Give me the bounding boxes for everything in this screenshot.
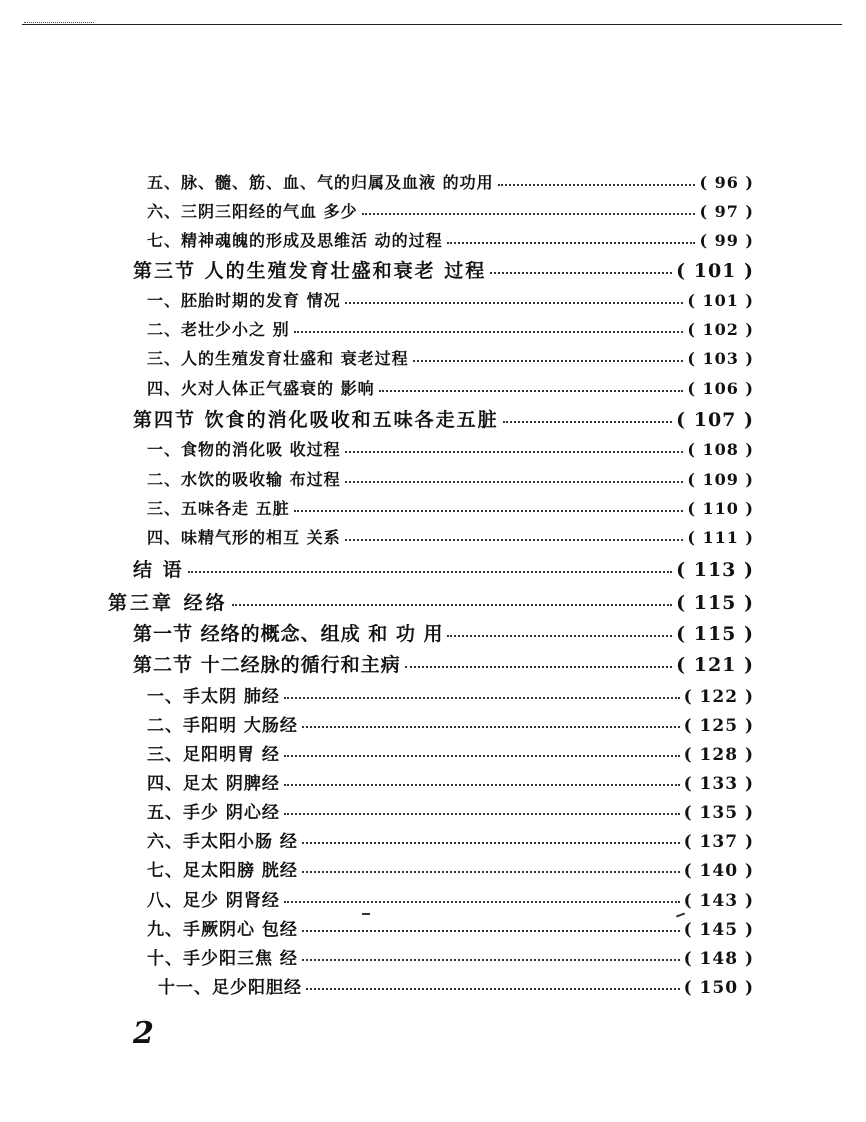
toc-entry <box>147 376 754 399</box>
dot-leader <box>379 390 684 392</box>
dot-leader <box>302 871 680 873</box>
toc-entry-page: ( 103 ) <box>687 349 754 368</box>
dot-leader <box>232 604 673 606</box>
toc-entry <box>147 525 754 548</box>
toc-chapter-heading <box>108 588 754 615</box>
toc-entry <box>147 467 754 490</box>
toc-entry <box>147 288 754 311</box>
toc-entry <box>147 856 754 881</box>
toc-entry <box>147 944 754 969</box>
toc-entry-label: 十一、足少阳胆经 <box>158 978 302 998</box>
toc-entry-page: ( 108 ) <box>687 440 754 459</box>
toc-entry <box>147 170 754 193</box>
toc-entry <box>147 886 754 911</box>
toc-entry-label: 三、人的生殖发育壮盛和 衰老过程 <box>147 349 409 368</box>
toc-entry-page: ( 110 ) <box>687 499 754 518</box>
toc-entry-label: 第三节 人的生殖发育壮盛和衰老 过程 <box>133 260 487 282</box>
dot-leader <box>302 842 680 844</box>
dot-leader <box>188 571 673 573</box>
dot-leader <box>294 510 684 512</box>
dot-leader <box>345 481 684 483</box>
toc-entry-label: 六、三阴三阳经的气血 多少 <box>147 202 358 221</box>
dot-leader <box>302 726 680 728</box>
toc-entry <box>147 317 754 340</box>
dot-leader <box>498 184 696 186</box>
toc-entry-label: 二、水饮的吸收输 布过程 <box>147 470 341 489</box>
page-number: 2 <box>133 1016 154 1051</box>
toc-entry-page: ( 133 ) <box>683 774 754 794</box>
toc-entry-page: ( 140 ) <box>683 861 754 881</box>
toc-entry-page: ( 135 ) <box>683 803 754 823</box>
toc-entry-page: ( 128 ) <box>683 745 754 765</box>
toc-entry-label: 九、手厥阴心 包经 <box>147 920 298 940</box>
toc-entry <box>147 740 754 765</box>
toc-entry <box>147 915 754 940</box>
toc-entry-page: ( 113 ) <box>676 559 754 581</box>
toc-entry <box>147 827 754 852</box>
toc-entry-page: ( 107 ) <box>676 409 754 431</box>
toc-entry-page: ( 137 ) <box>683 832 754 852</box>
toc-entry-label: 三、五味各走 五脏 <box>147 499 290 518</box>
toc-entry-label: 结 语 <box>133 559 184 581</box>
toc-section-heading <box>133 256 754 283</box>
dot-leader <box>345 539 684 541</box>
toc-entry <box>147 769 754 794</box>
dot-leader <box>284 697 680 699</box>
toc-entry <box>147 437 754 460</box>
dot-leader <box>284 813 680 815</box>
toc-entry <box>147 199 754 222</box>
toc-entry-page: ( 115 ) <box>676 592 754 614</box>
toc-entry-page: ( 99 ) <box>699 231 754 250</box>
dot-leader <box>302 930 680 932</box>
toc-entry <box>147 711 754 736</box>
toc-entry-label: 十、手少阳三焦 经 <box>147 949 298 969</box>
toc-entry-page: ( 125 ) <box>683 716 754 736</box>
toc-entry-page: ( 102 ) <box>687 320 754 339</box>
dot-leader <box>345 451 684 453</box>
toc-entry-page: ( 97 ) <box>699 202 754 221</box>
dot-leader <box>413 360 684 362</box>
dot-leader <box>490 272 672 274</box>
toc-entry-page: ( 101 ) <box>676 260 754 282</box>
toc-section-heading <box>133 555 754 582</box>
toc-entry-page: ( 96 ) <box>699 173 754 192</box>
dot-leader <box>284 901 680 903</box>
dot-leader <box>447 242 696 244</box>
toc-section-heading <box>133 405 754 432</box>
toc-entry-page: ( 122 ) <box>683 687 754 707</box>
toc-entry-page: ( 115 ) <box>676 623 754 645</box>
toc-entry <box>147 228 754 251</box>
toc-entry-page: ( 121 ) <box>676 654 754 676</box>
toc-entry <box>147 682 754 707</box>
toc-section-heading <box>133 619 754 646</box>
toc-entry-label: 五、脉、髓、筋、血、气的归属及血液 的功用 <box>147 173 494 192</box>
dot-leader <box>284 784 680 786</box>
toc-entry-page: ( 150 ) <box>683 978 754 998</box>
print-speck <box>362 913 370 915</box>
toc-entry <box>147 496 754 519</box>
toc-entry <box>147 798 754 823</box>
toc-entry-label: 四、味精气形的相互 关系 <box>147 528 341 547</box>
dot-leader <box>405 666 673 668</box>
toc-entry-label: 二、手阳明 大肠经 <box>147 716 298 736</box>
toc-entry-page: ( 109 ) <box>687 470 754 489</box>
toc-entry-label: 一、手太阴 肺经 <box>147 687 280 707</box>
toc-entry-label: 七、足太阳膀 胱经 <box>147 861 298 881</box>
toc-entry <box>158 973 754 998</box>
dot-leader <box>284 755 680 757</box>
toc-entry-label: 第四节 饮食的消化吸收和五味各走五脏 <box>133 409 499 431</box>
toc-entry-label: 四、火对人体正气盛衰的 影响 <box>147 379 375 398</box>
toc-entry-label: 第一节 经络的概念、组成 和 功 用 <box>133 623 444 645</box>
toc-entry-page: ( 101 ) <box>687 291 754 310</box>
toc-entry-label: 一、食物的消化吸 收过程 <box>147 440 341 459</box>
toc-entry-label: 六、手太阳小肠 经 <box>147 832 298 852</box>
toc-entry-label: 七、精神魂魄的形成及思维活 动的过程 <box>147 231 443 250</box>
toc-entry-label: 八、足少 阴肾经 <box>147 891 280 911</box>
toc-entry-label: 第二节 十二经脉的循行和主病 <box>133 654 401 676</box>
toc-entry-page: ( 111 ) <box>687 528 754 547</box>
toc-entry-page: ( 148 ) <box>683 949 754 969</box>
dot-leader <box>302 959 680 961</box>
dot-leader <box>362 213 696 215</box>
toc-entry-label: 四、足太 阴脾经 <box>147 774 280 794</box>
dot-leader <box>345 302 684 304</box>
toc-entry-label: 二、老壮少小之 别 <box>147 320 290 339</box>
toc-section-heading <box>133 650 754 677</box>
toc-entry-page: ( 106 ) <box>687 379 754 398</box>
toc-entry-label: 五、手少 阴心经 <box>147 803 280 823</box>
toc-entry-label: 第三章 经络 <box>108 592 228 614</box>
toc-entry-page: ( 145 ) <box>683 920 754 940</box>
toc-entry-label: 一、胚胎时期的发育 情况 <box>147 291 341 310</box>
dot-leader <box>306 988 680 990</box>
dot-leader <box>294 331 684 333</box>
toc-entry-label: 三、足阳明胃 经 <box>147 745 280 765</box>
dot-leader <box>447 635 672 637</box>
dot-leader <box>503 421 673 423</box>
toc-entry <box>147 346 754 369</box>
toc-entry-page: ( 143 ) <box>683 891 754 911</box>
